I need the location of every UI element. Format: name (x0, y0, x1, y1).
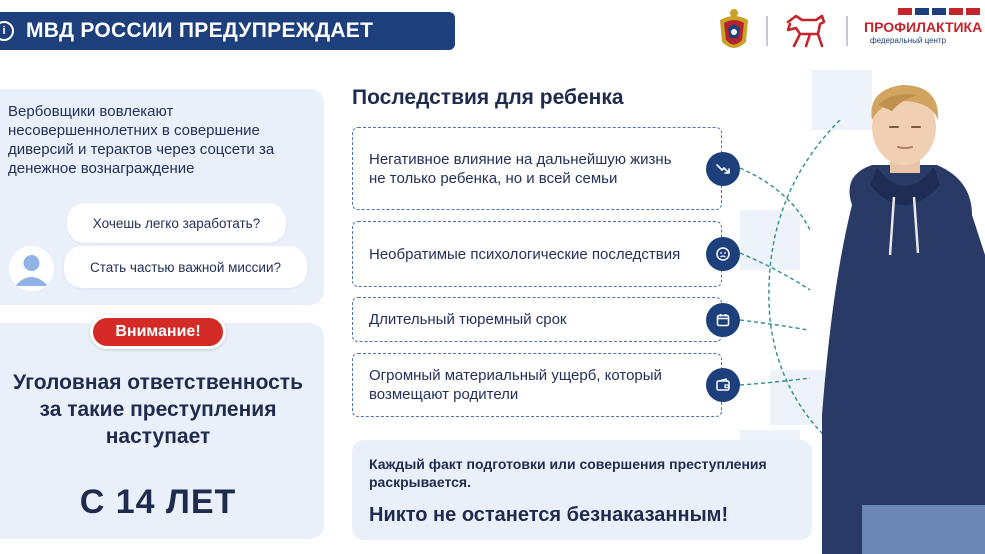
header-banner (0, 12, 455, 50)
profilaktika-logo (864, 8, 985, 54)
logo-divider (846, 16, 848, 46)
flag-stripe (949, 8, 963, 15)
info-icon: i (0, 21, 14, 41)
warning-badge: Внимание! (90, 315, 226, 349)
conclusion-card (352, 440, 812, 540)
horse-logo (782, 10, 830, 50)
flag-stripe (915, 8, 929, 15)
profilaktika-subtitle: федеральный центр (870, 36, 947, 45)
flag-stripes (898, 8, 985, 15)
page-title: МВД РОССИИ ПРЕДУПРЕЖДАЕТ (26, 19, 374, 42)
consequence-text: Огромный материальный ущерб, который возмещают родители (369, 367, 662, 403)
consequences-title: Последствия для ребенка (352, 86, 624, 109)
mvd-emblem-logo (716, 6, 752, 54)
warning-age: С 14 ЛЕТ (79, 483, 237, 521)
consequence-text: Необратимые психологические последствия (369, 245, 681, 263)
teenager-illustration (822, 85, 985, 554)
chat-bubble-mission: Стать частью важной миссии? (64, 246, 307, 288)
conclusion-line-1: Каждый факт подготовки или совершения преступления раскрывается. (369, 456, 767, 490)
avatar (9, 246, 54, 291)
flag-stripe (898, 8, 912, 15)
chat-bubble-easy-money: Хочешь легко заработать? (67, 203, 286, 243)
consequence-text: Негативное влияние на дальнейшую жизнь не только ребенка, но и всей семьи (369, 150, 672, 187)
consequence-item (352, 221, 722, 287)
user-avatar-icon (9, 246, 54, 291)
flag-stripe (966, 8, 980, 15)
consequence-item (352, 127, 722, 210)
sad-face-icon (706, 237, 740, 271)
wallet-icon (706, 368, 740, 402)
intro-card (0, 89, 324, 305)
calendar-icon (706, 303, 740, 337)
flag-stripe (932, 8, 946, 15)
trend-down-icon (706, 152, 740, 186)
consequence-text: Длительный тюремный срок (369, 311, 567, 328)
warning-text: Уголовная ответственность за такие преступления наступает (13, 371, 303, 448)
profilaktika-name: ПРОФИЛАКТИКА (864, 19, 983, 35)
warning-card (0, 323, 324, 539)
conclusion-line-2: Никто не останется безнаказанным! (369, 504, 729, 526)
logo-divider (766, 16, 768, 46)
consequence-item (352, 297, 722, 342)
intro-text: Вербовщики вовлекают несовершеннолетних в совершение диверсий и терактов через соцсети за денежное вознаграждение (8, 103, 275, 177)
consequence-item (352, 353, 722, 417)
